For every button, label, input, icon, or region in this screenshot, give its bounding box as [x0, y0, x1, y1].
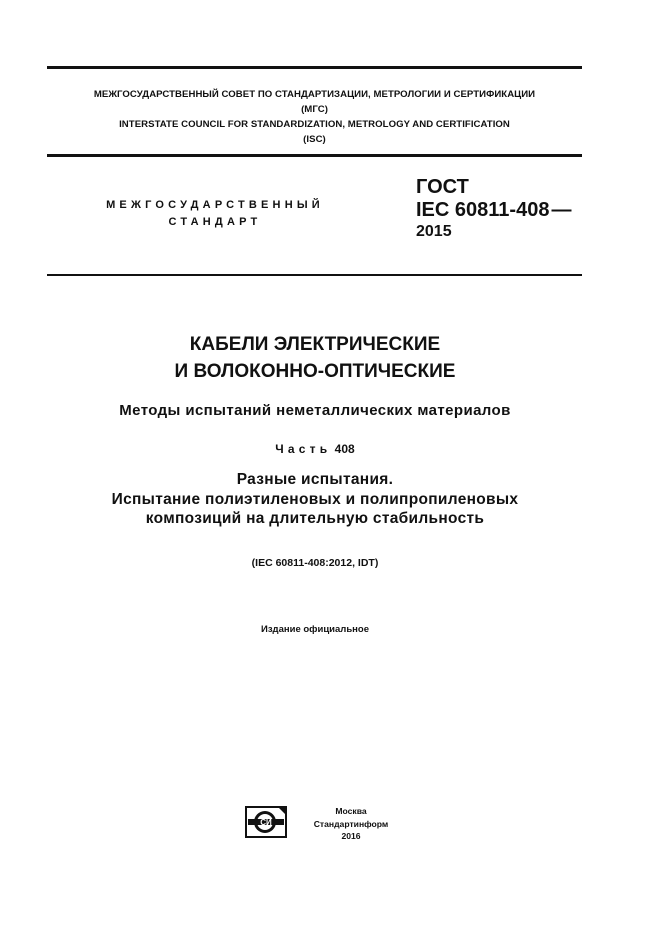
edition-note: Издание официальное	[261, 624, 369, 635]
council-abbr-ru: (МГС)	[301, 104, 328, 115]
gost-prefix: ГОСТ	[416, 176, 469, 198]
document-title-line1: КАБЕЛИ ЭЛЕКТРИЧЕСКИЕ	[189, 334, 441, 355]
council-header	[47, 87, 582, 147]
standard-type-line1: МЕЖГОСУДАРСТВЕННЫЙ	[106, 199, 324, 211]
iec-reference: (IEC 60811-408:2012, IDT)	[251, 557, 379, 569]
publisher-name: Стандартинформ	[313, 818, 389, 829]
gost-designation	[416, 176, 571, 242]
designation-separator-rule	[47, 274, 582, 276]
gost-year: 2015	[416, 223, 452, 240]
publisher-info	[286, 805, 416, 843]
document-subtitle: Методы испытаний неметаллических материалов	[119, 402, 511, 419]
part-title-line3: композиций на длительную стабильность	[145, 510, 485, 527]
part-title-line2: Испытание полиэтиленовых и полипропиленовых	[111, 490, 519, 508]
council-abbr-en: (ISC)	[303, 134, 326, 145]
logo-text: СИ	[260, 818, 272, 827]
top-rule	[47, 66, 582, 69]
document-title	[0, 331, 630, 385]
gost-dash: —	[551, 199, 572, 221]
publisher-city: Москва	[335, 806, 367, 816]
publisher-year: 2016	[341, 831, 361, 841]
standard-type-label	[60, 197, 370, 231]
council-name-en: INTERSTATE COUNCIL FOR STANDARDIZATION, METROLOGY AND CERTIFICATION	[119, 119, 510, 130]
gost-number-line	[416, 198, 571, 222]
part-title	[0, 470, 630, 529]
part-word: Часть	[275, 442, 332, 456]
part-title-line1: Разные испытания.	[236, 471, 394, 488]
standard-type-line2: СТАНДАРТ	[168, 216, 262, 228]
standartinform-logo-icon	[245, 806, 287, 838]
gost-number: IEC 60811-408	[416, 199, 550, 221]
part-number: 408	[334, 442, 355, 456]
part-label	[0, 441, 630, 457]
council-name-ru: МЕЖГОСУДАРСТВЕННЫЙ СОВЕТ ПО СТАНДАРТИЗАЦИИ, МЕТРОЛОГИИ И СЕРТИФИКАЦИИ	[93, 89, 536, 100]
council-separator-rule	[47, 154, 582, 157]
document-title-line2: И ВОЛОКОННО-ОПТИЧЕСКИЕ	[174, 361, 456, 382]
